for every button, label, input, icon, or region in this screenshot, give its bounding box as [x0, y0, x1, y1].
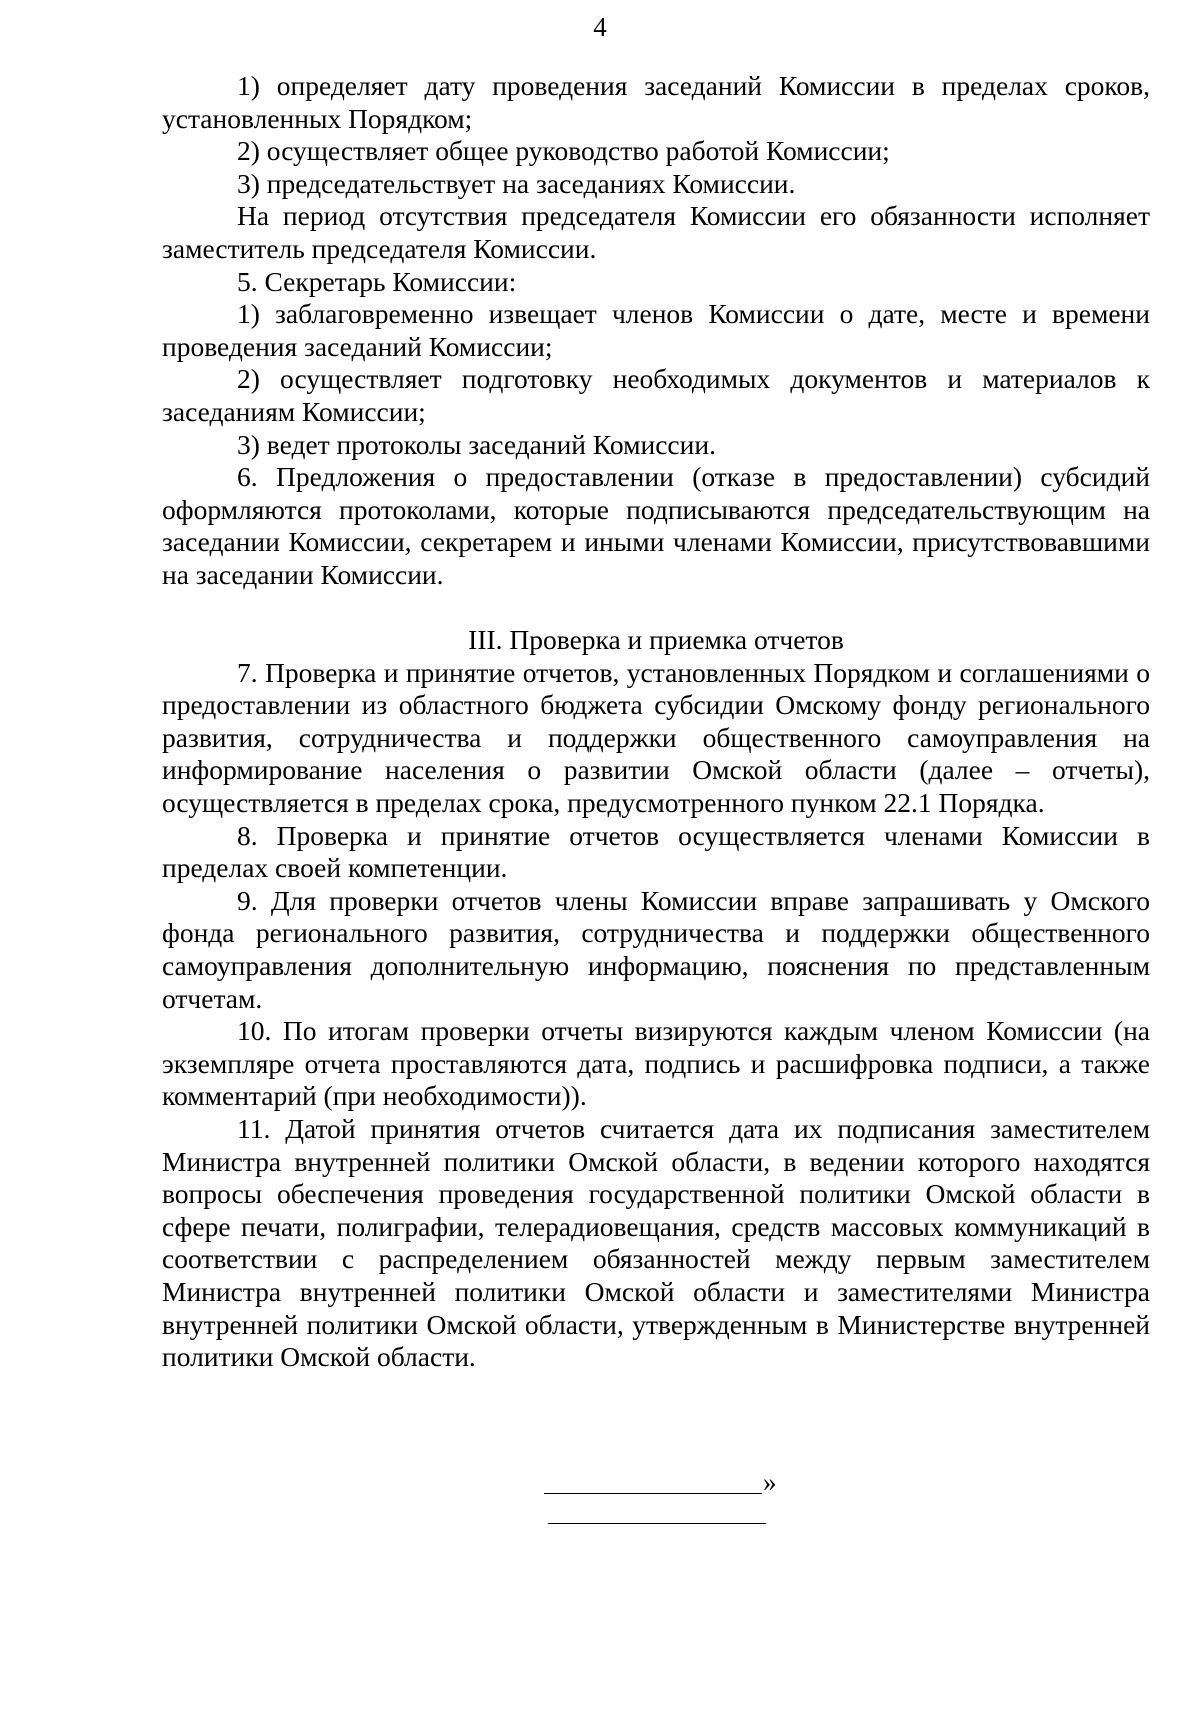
paragraph-item-8: 8. Проверка и принятие отчетов осуществляется членами Комиссии в пределах своей компетенции.	[162, 819, 1150, 884]
paragraph-secretary-duty-3: 3) ведет протоколы заседаний Комиссии.	[237, 428, 716, 460]
closing-line	[544, 1465, 777, 1497]
paragraph-chair-duty-2: 2) осуществляет общее руководство работой Комиссии;	[237, 135, 890, 167]
paragraph-chair-duty-3: 3) председательствует на заседаниях Комиссии.	[237, 167, 796, 199]
paragraph-item-11: 11. Датой принятия отчетов считается дата их подписания заместителем Министра внутренней политики Омской области, в ведении которого находятся вопросы обеспечения проведения государственной политики Омской области в сфере печати, полиграфии, телерадиовещания, средств массовых коммуникаций в соответствии с распределением обязанностей между первым заместителем Министра внутренней политики Омской области и заместителями Министра внутренней политики Омской области, утвержденным в Министерстве внутренней политики Омской области.	[162, 1113, 1150, 1373]
paragraph-item-10: 10. По итогам проверки отчеты визируются каждым членом Комиссии (на экземпляре отчета проставляются дата, подпись и расшифровка подписи, а также комментарий (при необходимости)).	[162, 1015, 1150, 1112]
paragraph-item-6: 6. Предложения о предоставлении (отказе в предоставлении) субсидий оформляются протоколами, которые подписываются председательствующим на заседании Комиссии, секретарем и иными членами Комиссии, присутствовавшими на заседании Комиссии.	[162, 461, 1150, 590]
paragraph-secretary-duty-1: 1) заблаговременно извещает членов Комиссии о дате, месте и времени проведения заседаний Комиссии;	[162, 298, 1150, 362]
end-rule	[548, 1523, 766, 1524]
closing-quote: »	[763, 1467, 777, 1497]
section-heading: III. Проверка и приемка отчетов	[468, 624, 844, 656]
paragraph-item-9: 9. Для проверки отчетов члены Комиссии вправе запрашивать у Омского фонда регионального развития, сотрудничества и поддержки общественного самоуправления дополнительную информацию, пояснения по представленным отчетам.	[162, 884, 1150, 1014]
page-number: 4	[593, 12, 607, 42]
paragraph-secretary-duty-2: 2) осуществляет подготовку необходимых документов и материалов к заседаниям Комиссии;	[162, 363, 1150, 427]
closing-rule	[544, 1493, 762, 1494]
document-body	[162, 70, 1150, 1374]
paragraph-chair-duty-1: 1) определяет дату проведения заседаний Комиссии в пределах сроков, установленных Порядком;	[162, 70, 1150, 134]
paragraph-chair-absence: На период отсутствия председателя Комиссии его обязанности исполняет заместитель председателя Комиссии.	[162, 200, 1150, 264]
paragraph-item-7: 7. Проверка и принятие отчетов, установленных Порядком и соглашениями о предоставлении из областного бюджета субсидии Омскому фонду регионального развития, сотрудничества и поддержки общественного самоуправления на информирование населения о развитии Омской области (далее – отчеты), осуществляется в пределах срока, предусмотренного пунком 22.1 Порядка.	[162, 656, 1150, 819]
paragraph-secretary-heading: 5. Секретарь Комиссии:	[237, 265, 517, 297]
